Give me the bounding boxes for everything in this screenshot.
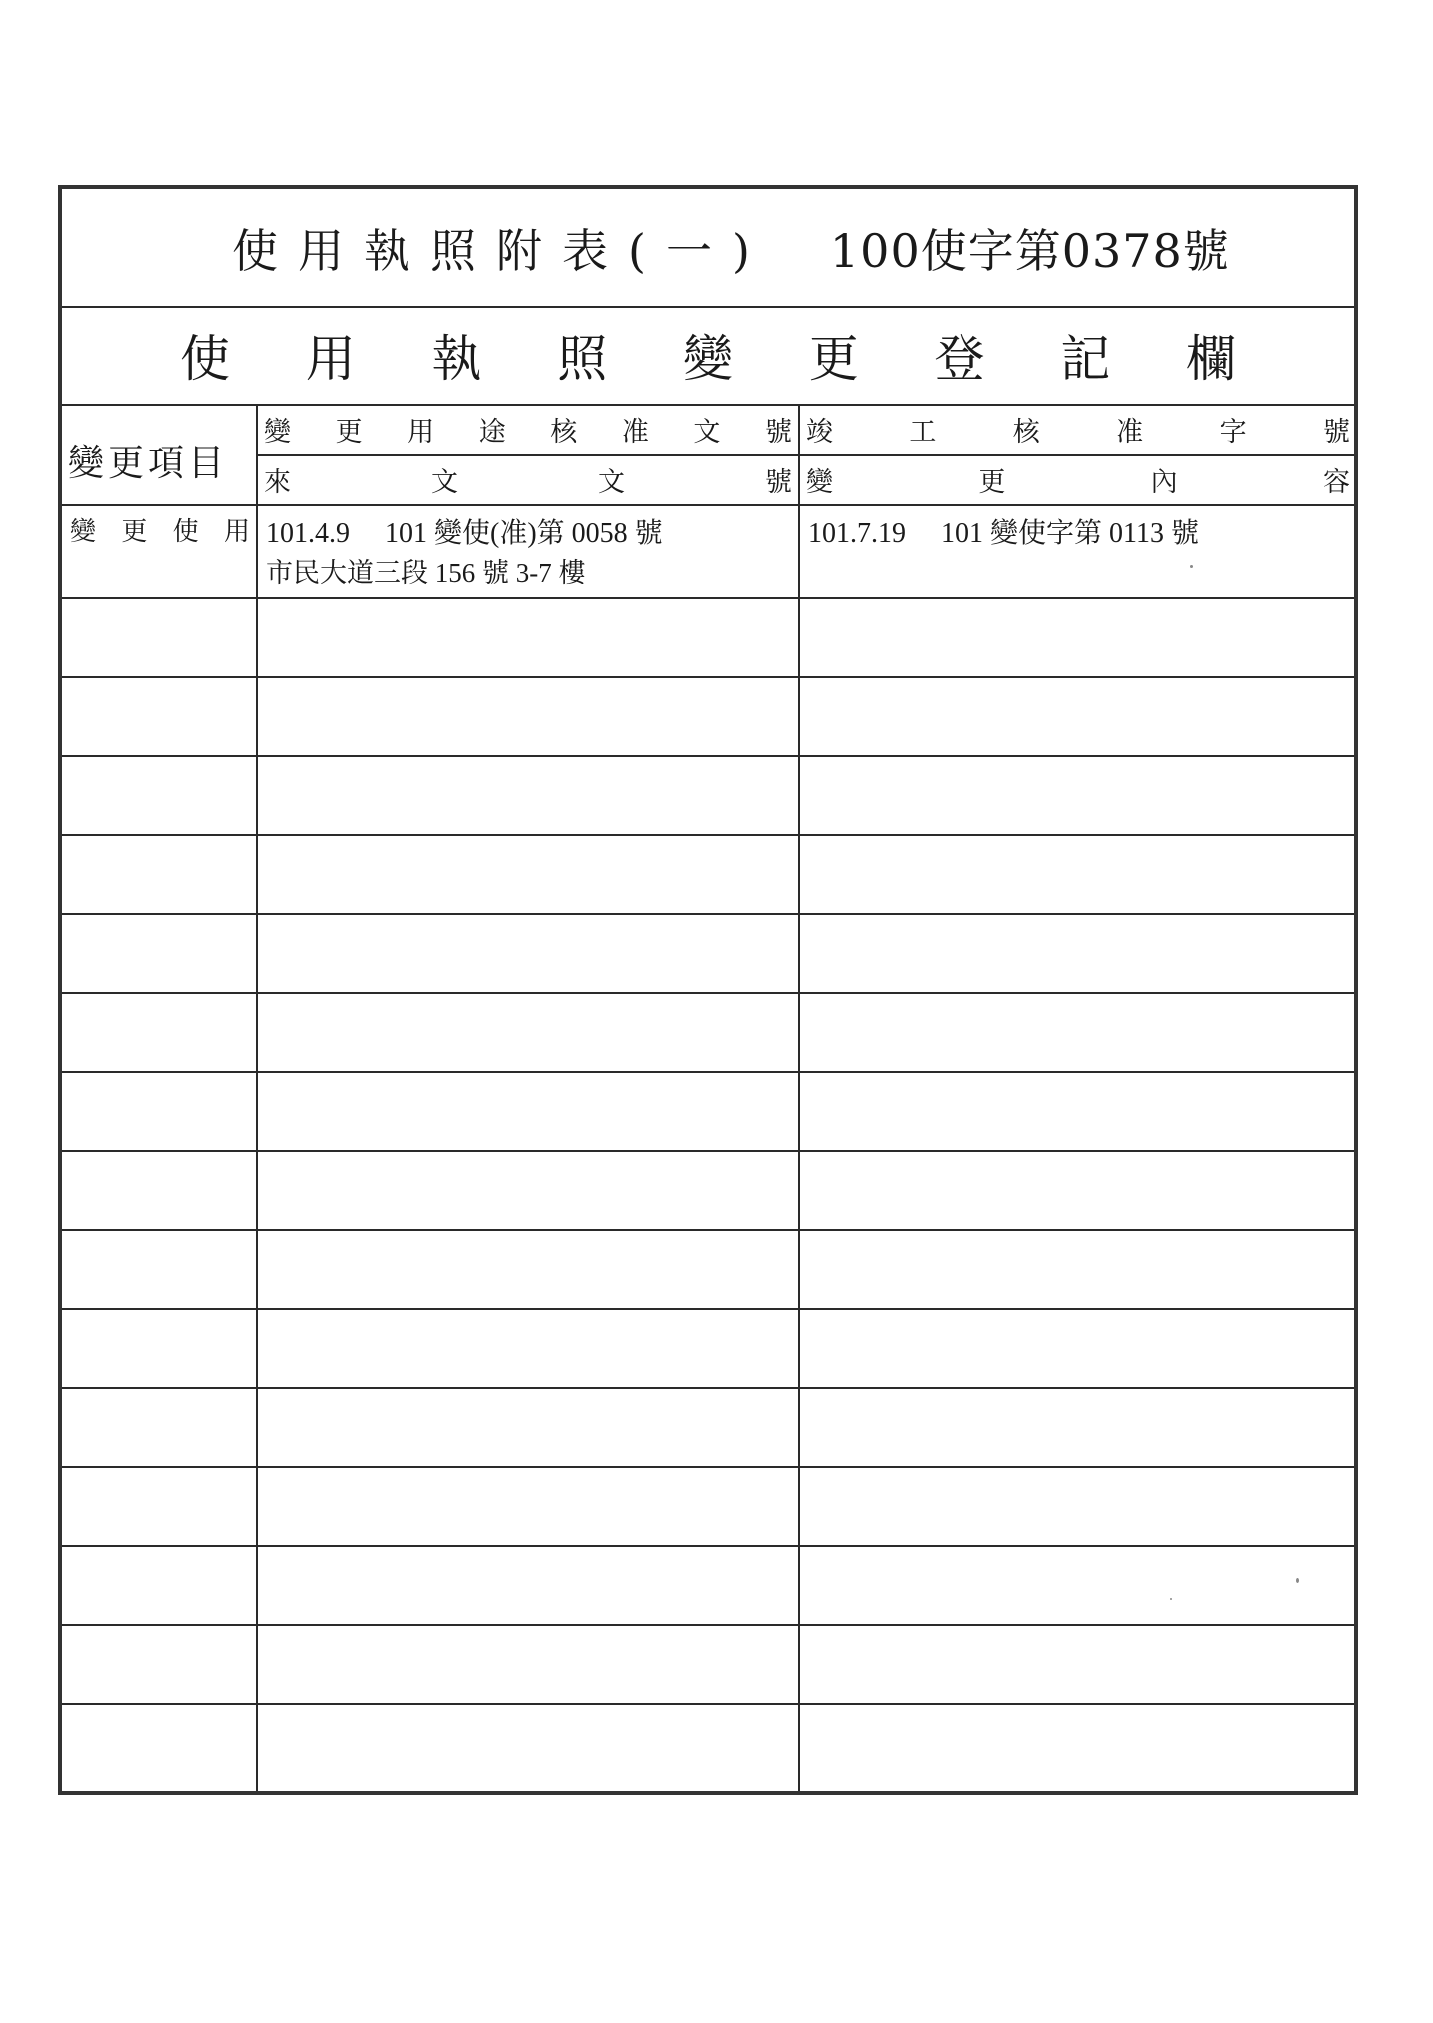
header-approval-doc	[264, 409, 792, 449]
header-char: 來	[264, 466, 291, 498]
entry-char: 變	[70, 516, 97, 547]
subtitle-char: 執	[431, 330, 482, 388]
form-subtitle	[180, 306, 1236, 404]
header-char: 核	[550, 416, 578, 448]
row-divider	[62, 834, 1354, 836]
row-divider	[62, 755, 1354, 757]
row-divider	[62, 992, 1354, 994]
subtitle-char: 變	[683, 330, 733, 388]
subtitle-char: 更	[808, 330, 859, 388]
header-char: 變	[806, 466, 833, 498]
row-divider	[62, 1466, 1354, 1468]
header-completion	[806, 409, 1350, 449]
scan-speck	[1190, 565, 1193, 568]
divider	[256, 454, 1354, 456]
header-char: 竣	[806, 416, 833, 448]
header-char: 核	[1012, 416, 1040, 448]
row-divider	[62, 1545, 1354, 1547]
row-divider	[62, 1229, 1354, 1231]
entry-approval-line: 101.4.9 101 變使(准)第 0058 號	[266, 518, 663, 549]
header-char: 號	[1322, 416, 1350, 448]
row-divider	[62, 1703, 1354, 1705]
subtitle-char: 欄	[1186, 330, 1236, 388]
header-incoming-doc	[264, 459, 792, 499]
form-title-row	[62, 189, 1354, 306]
header-char: 更	[335, 416, 363, 448]
header-char: 更	[978, 466, 1006, 498]
header-char: 號	[765, 466, 792, 498]
form-sheet	[58, 185, 1358, 1795]
row-divider	[62, 1071, 1354, 1073]
header-char: 容	[1322, 466, 1350, 498]
row-divider	[62, 597, 1354, 599]
header-char: 字	[1219, 416, 1247, 448]
subtitle-char: 照	[557, 330, 608, 388]
entry-change-item	[70, 511, 250, 547]
scan-speck	[1170, 1598, 1172, 1600]
subtitle-char: 登	[934, 330, 985, 388]
header-char: 准	[1116, 416, 1144, 448]
subtitle-char: 用	[305, 330, 356, 388]
row-divider	[62, 1150, 1354, 1152]
row-divider	[62, 913, 1354, 915]
entry-address: 市民大道三段 156 號 3-7 樓	[266, 558, 586, 588]
header-change-item: 變更項目	[68, 443, 229, 484]
entry-char: 用	[223, 516, 250, 547]
header-char: 號	[764, 416, 792, 448]
header-char: 文	[598, 466, 625, 498]
header-char: 變	[264, 416, 291, 448]
row-divider	[62, 1624, 1354, 1626]
subtitle-char: 記	[1060, 330, 1111, 388]
header-char: 准	[621, 416, 649, 448]
form-number: 100使字第0378號	[829, 223, 1230, 278]
header-char: 途	[478, 416, 506, 448]
header-char: 用	[407, 416, 435, 448]
divider	[62, 504, 1354, 506]
row-divider	[62, 1387, 1354, 1389]
column-divider	[798, 404, 800, 1791]
header-char: 文	[431, 466, 458, 498]
header-change-content	[806, 459, 1350, 499]
row-divider	[62, 676, 1354, 678]
scan-speck	[1296, 1578, 1299, 1583]
header-char: 文	[693, 416, 721, 448]
header-char: 工	[909, 416, 937, 448]
entry-char: 使	[172, 516, 199, 547]
row-divider	[62, 1308, 1354, 1310]
entry-char: 更	[121, 516, 148, 547]
entry-completion: 101.7.19 101 變使字第 0113 號	[808, 518, 1199, 549]
form-title: 使用執照附表(一)	[232, 223, 770, 278]
column-divider	[256, 404, 258, 1791]
subtitle-char: 使	[180, 330, 230, 388]
header-char: 內	[1150, 466, 1178, 498]
